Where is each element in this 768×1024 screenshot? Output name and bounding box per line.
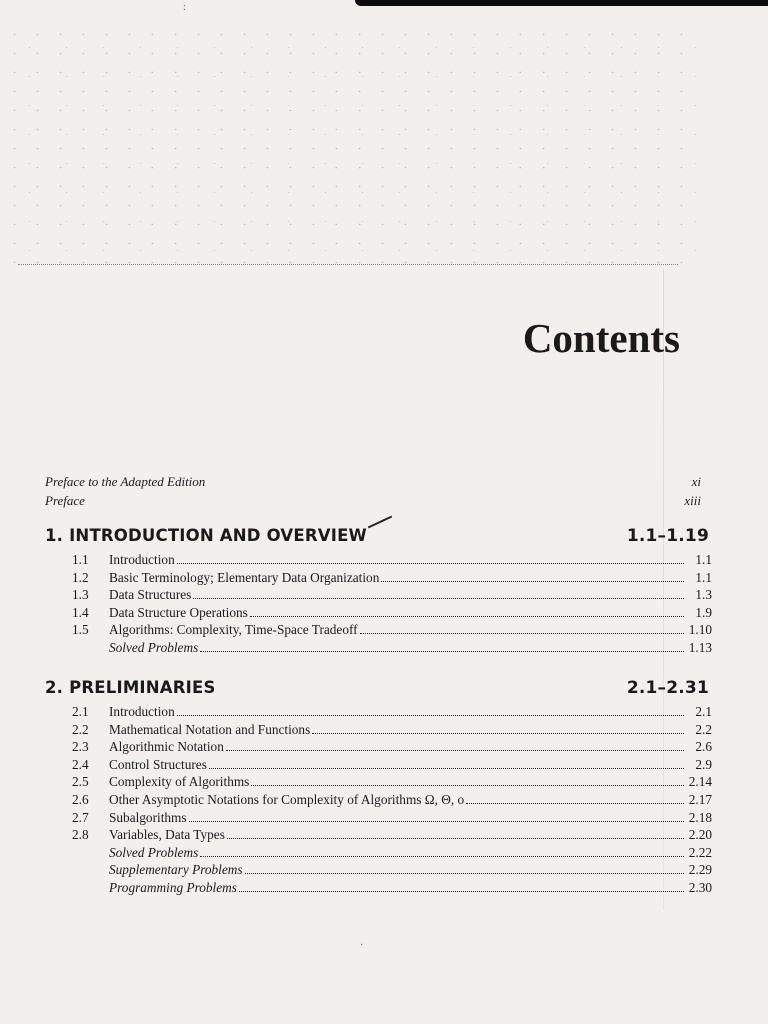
toc-entry[interactable] xyxy=(72,880,712,898)
toc-entry[interactable] xyxy=(72,640,712,658)
section-title: Basic Terminology; Elementary Data Organization xyxy=(109,569,380,585)
preface-entry[interactable] xyxy=(45,493,701,511)
preface-page: xiii xyxy=(684,493,701,508)
dot-leader xyxy=(381,581,684,582)
preface-entry[interactable] xyxy=(45,474,701,492)
section-title: Introduction xyxy=(109,552,175,567)
section-page: 1.13 xyxy=(688,639,712,655)
toc-entry[interactable] xyxy=(72,622,712,640)
toc-entry[interactable] xyxy=(72,570,712,588)
toc-entry[interactable] xyxy=(72,587,712,605)
page-edge-shadow xyxy=(355,0,768,6)
section-number: 2.3 xyxy=(72,739,89,755)
toc-entry[interactable] xyxy=(72,827,712,845)
section-title: Solved Problems xyxy=(109,844,199,860)
section-number: 2.2 xyxy=(72,721,89,737)
section-title: Algorithmic Notation xyxy=(109,739,224,755)
dot-leader xyxy=(245,873,684,874)
preface-page: xi xyxy=(691,474,701,489)
section-page: 2.2 xyxy=(695,721,712,737)
dot-leader xyxy=(189,821,684,822)
section-title: Introduction xyxy=(109,704,175,719)
section-number: 1.1 xyxy=(72,552,89,567)
section-title: Other Asymptotic Notations for Complexity of Algorithms Ω, Θ, o xyxy=(109,791,465,807)
speck: · xyxy=(360,940,364,951)
section-number: 2.6 xyxy=(72,791,89,807)
section-number: 2.5 xyxy=(72,774,89,790)
section-number: 1.2 xyxy=(72,569,89,585)
chapter-page-range: 1.1–1.19 xyxy=(626,526,709,546)
dot-leader xyxy=(226,750,684,751)
section-page: 2.29 xyxy=(688,862,712,878)
section-page: 2.14 xyxy=(688,774,712,790)
toc-entry[interactable] xyxy=(72,605,712,623)
section-page: 1.9 xyxy=(695,604,712,620)
toc-entry[interactable] xyxy=(72,774,712,792)
scan-edge-line xyxy=(18,264,678,265)
toc-entry[interactable] xyxy=(72,792,712,810)
section-number: 2.8 xyxy=(72,827,89,843)
section-title: Supplementary Problems xyxy=(109,862,243,878)
scan-noise xyxy=(0,20,700,270)
chapter-page-range: 2.1–2.31 xyxy=(626,678,709,698)
section-page: 1.10 xyxy=(688,622,712,638)
dot-leader xyxy=(177,563,684,564)
section-title: Complexity of Algorithms xyxy=(109,774,250,790)
dot-leader xyxy=(312,733,684,734)
dot-leader xyxy=(360,633,684,634)
chapter-1-sections xyxy=(72,552,712,658)
dot-leader xyxy=(250,616,684,617)
section-page: 1.1 xyxy=(695,552,712,567)
section-title: Algorithms: Complexity, Time-Space Tradeoff xyxy=(109,622,358,638)
dot-leader xyxy=(466,803,684,804)
section-page: 2.9 xyxy=(695,756,712,772)
dot-leader xyxy=(209,768,684,769)
chapter-2-sections xyxy=(72,704,712,898)
section-title: Mathematical Notation and Functions xyxy=(109,721,311,737)
toc-entry[interactable] xyxy=(72,739,712,757)
section-title: Programming Problems xyxy=(109,879,237,895)
section-title: Data Structure Operations xyxy=(109,604,248,620)
section-title: Subalgorithms xyxy=(109,809,187,825)
section-title: Control Structures xyxy=(109,756,207,772)
section-page: 2.30 xyxy=(688,879,712,895)
chapter-title: 1. INTRODUCTION AND OVERVIEW xyxy=(45,526,367,545)
preface-title: Preface xyxy=(45,493,85,508)
chapter-title: 2. PRELIMINARIES xyxy=(45,678,216,697)
section-page: 2.17 xyxy=(688,791,712,807)
dot-leader xyxy=(177,715,684,716)
section-title: Solved Problems xyxy=(109,639,199,655)
section-number: 1.5 xyxy=(72,622,89,638)
section-title: Variables, Data Types xyxy=(109,827,225,843)
toc-entry[interactable] xyxy=(72,722,712,740)
toc-entry[interactable] xyxy=(72,845,712,863)
section-number: 1.3 xyxy=(72,587,89,603)
toc-entry[interactable] xyxy=(72,810,712,828)
section-number: 1.4 xyxy=(72,604,89,620)
section-number: 2.1 xyxy=(72,704,89,719)
section-page: 2.18 xyxy=(688,809,712,825)
section-page: 1.1 xyxy=(695,569,712,585)
section-page: 2.20 xyxy=(688,827,712,843)
dot-leader xyxy=(193,598,684,599)
chapter-heading[interactable] xyxy=(45,526,709,550)
dot-leader xyxy=(227,838,684,839)
chapter-heading[interactable] xyxy=(45,678,709,702)
toc-entry[interactable] xyxy=(72,552,712,570)
section-title: Data Structures xyxy=(109,587,192,603)
dot-leader xyxy=(200,856,684,857)
dot-leader xyxy=(200,651,684,652)
toc-entry[interactable] xyxy=(72,757,712,775)
section-number: 2.4 xyxy=(72,756,89,772)
toc-entry[interactable] xyxy=(72,862,712,880)
section-page: 2.22 xyxy=(688,844,712,860)
dot-leader xyxy=(239,891,684,892)
page-title: Contents xyxy=(522,315,680,361)
preface-title: Preface to the Adapted Edition xyxy=(45,474,206,489)
section-page: 2.6 xyxy=(695,739,712,755)
section-page: 1.3 xyxy=(695,587,712,603)
speck: : xyxy=(183,2,186,13)
toc-entry[interactable] xyxy=(72,704,712,722)
section-number: 2.7 xyxy=(72,809,89,825)
dot-leader xyxy=(251,785,684,786)
section-page: 2.1 xyxy=(695,704,712,719)
